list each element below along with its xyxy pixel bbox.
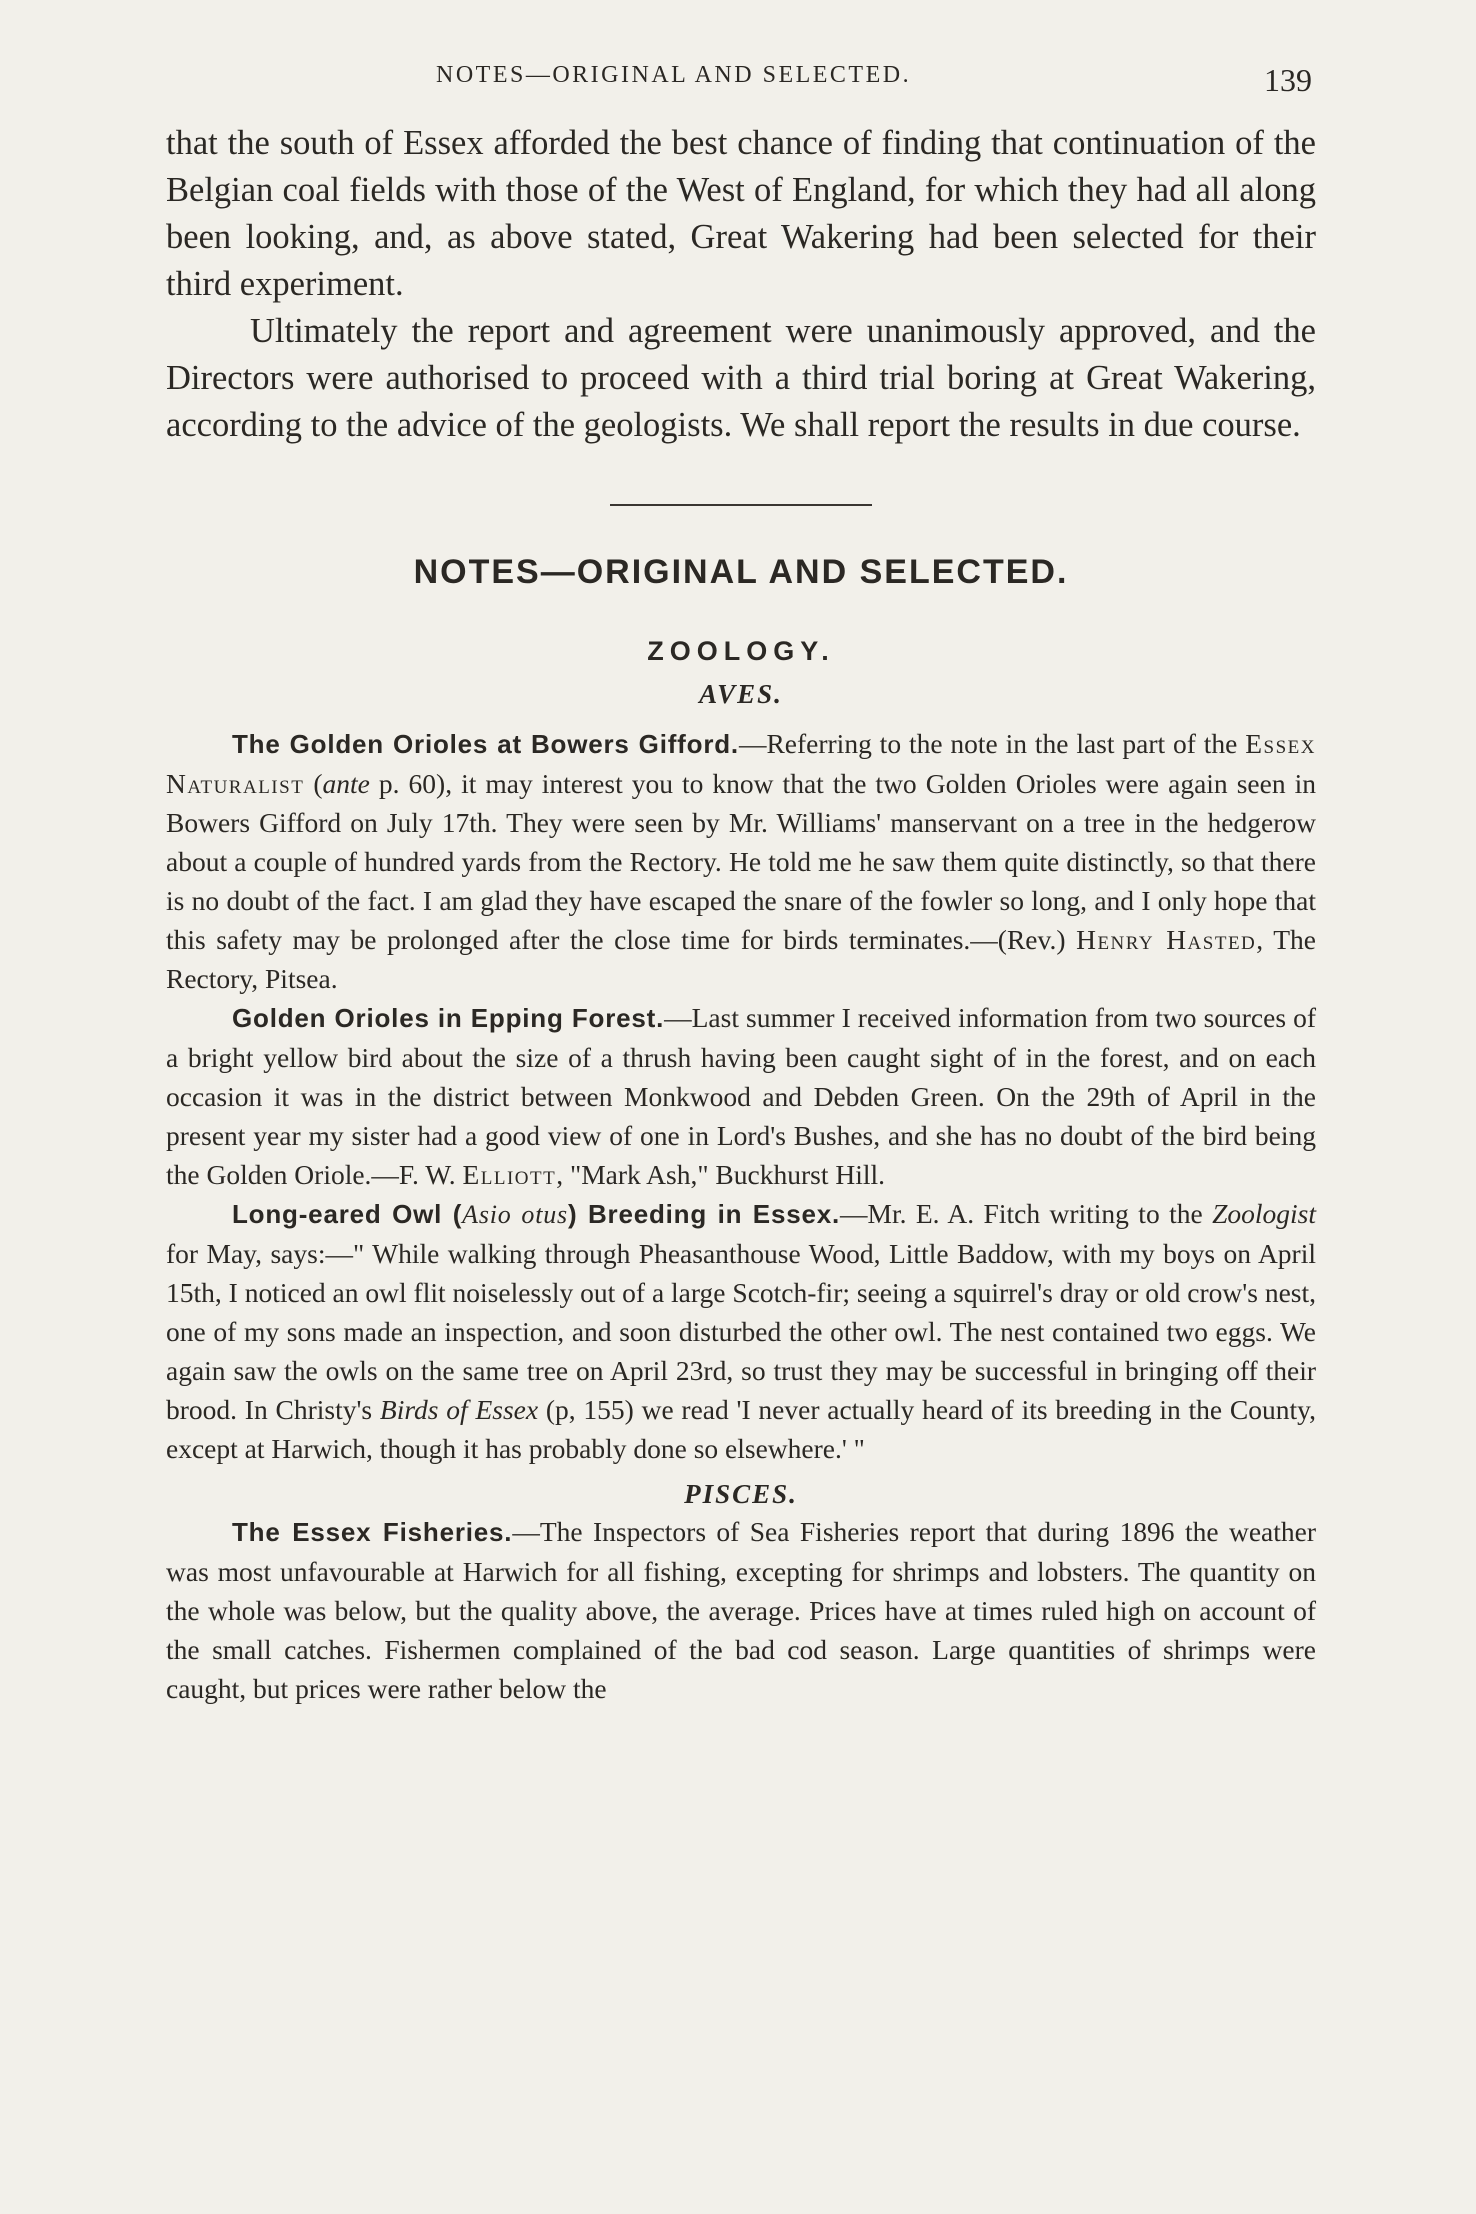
running-title: NOTES—ORIGINAL AND SELECTED. <box>436 62 912 88</box>
intro-paragraph-1: that the south of Essex afforded the best chance of finding that continuation of the Belgian coal fields with those of the West of England, for which they had all along been looking, and, as above stated, Great Wakering had been selected for their third experiment. <box>166 124 1316 303</box>
note-heading: The Essex Fisheries. <box>232 1517 513 1547</box>
note-long-eared-owl: Long-eared Owl (Asio otus) Breeding in Essex.—Mr. E. A. Fitch writing to the Zoologist for May, says:—" While walking through Pheasanthouse Wood, Little Baddow, with my boys on April 15th, I noticed an owl flit noiselessly out of a large Scotch-fir; seeing a squirrel's dray or old crow's nest, one of my sons made an inspection, and soon disturbed the other owl. The nest contained two eggs. We again saw the owls on the same tree on April 23rd, so trust they may be successful in bringing off their brood. In Christy's Birds of Essex (p, 155) we read 'I never actually heard of its breeding in the County, except at Harwich, though it has probably done so elsewhere.' " <box>166 1198 1316 1464</box>
note-heading: Golden Orioles in Epping Forest. <box>232 1003 665 1033</box>
note-heading: Long-eared Owl (Asio otus) Breeding in Essex. <box>232 1199 841 1229</box>
section-divider <box>610 504 872 506</box>
section-title: NOTES—ORIGINAL AND SELECTED. <box>413 553 1069 591</box>
aves-heading: AVES. <box>699 679 783 709</box>
note-orioles-epping: Golden Orioles in Epping Forest.—Last summer I received information from two sources of a bright yellow bird about the size of a thrush having been caught sight of in the forest, and on each occasion it was in the district between Monkwood and Debden Green. On the 29th of April in the present year my sister had a good view of one in Lord's Bushes, and she has no doubt of the bird being the Golden Oriole.—F. W. Elliott, "Mark Ash," Buckhurst Hill. <box>166 1002 1316 1190</box>
page-number: 139 <box>1264 62 1312 98</box>
note-essex-fisheries: The Essex Fisheries.—The Inspectors of Sea Fisheries report that during 1896 the weather was most unfavourable at Harwich for all fishing, excepting for shrimps and lobsters. The quantity on the whole was below, but the quality above, the average. Prices have at times ruled high on account of the small catches. Fishermen complained of the bad cod season. Large quantities of shrimps were caught, but prices were rather below the <box>166 1516 1316 1704</box>
journal-title: Essex Naturalist <box>166 728 1316 799</box>
subject-heading: ZOOLOGY. <box>647 636 835 666</box>
author-name: Henry Hasted <box>1076 924 1257 955</box>
pisces-heading: PISCES. <box>684 1479 798 1509</box>
intro-paragraph-2: Ultimately the report and agreement were unanimously approved, and the Directors were authorised to proceed with a third trial boring at Great Wakering, according to the advice of the geologists. We shall report the results in due course. <box>166 312 1316 444</box>
book-title: Birds of Essex <box>379 1394 539 1425</box>
journal-title: Zoologist <box>1212 1198 1316 1229</box>
running-head <box>166 0 1316 120</box>
note-heading: The Golden Orioles at Bowers Gifford. <box>232 729 739 759</box>
author-name: Elliott <box>462 1159 557 1190</box>
note-orioles-bowers: The Golden Orioles at Bowers Gifford.—Referring to the note in the last part of the Essex Naturalist (ante p. 60), it may interest you to know that the two Golden Orioles were again seen in Bowers Gifford on July 17th. They were seen by Mr. Williams' manservant on a tree in the hedgerow about a couple of hundred yards from the Rectory. He told me he saw them quite distinctly, so that there is no doubt of the fact. I am glad they have escaped the snare of the fowler so long, and I only hope that this safety may be prolonged after the close time for birds terminates.—(Rev.) Henry Hasted, The Rectory, Pitsea. <box>166 728 1316 994</box>
